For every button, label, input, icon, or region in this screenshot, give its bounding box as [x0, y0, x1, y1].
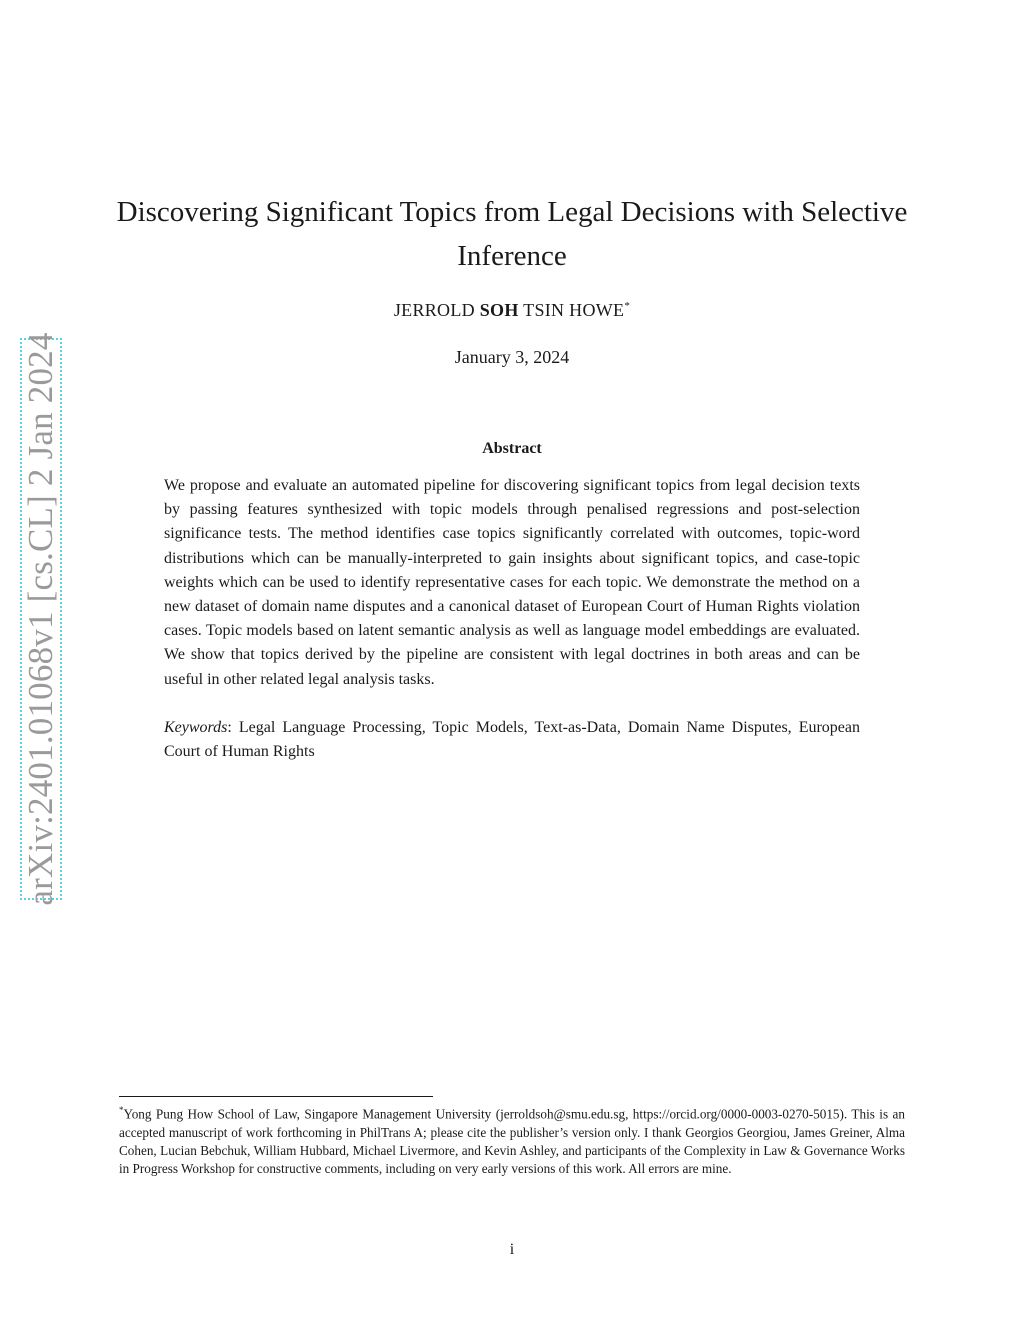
author-name-first: JERROLD	[393, 300, 480, 320]
abstract-body: We propose and evaluate an automated pipeline for discovering significant topics from legal decision texts by passing features synthesized with topic models through penalised regressions and post-selection significance tests. The method identifies case topics significantly correlated with outcomes, topic-word distributions which can be manually-interpreted to gain insights about significant topics, and case-topic weights which can be used to identify representative cases for each topic. We demonstrate the method on a new dataset of domain name disputes and a canonical dataset of European Court of Human Rights violation cases. Topic models based on latent semantic analysis as well as language model embeddings are evaluated. We show that topics derived by the pipeline are consistent with legal doctrines in both areas and can be useful in other related legal analysis tasks.	[164, 477, 860, 688]
author-name-surname: SOH	[479, 300, 519, 320]
arxiv-stamp	[20, 332, 62, 906]
keywords	[164, 716, 860, 764]
abstract-heading: Abstract	[482, 440, 542, 457]
page-number: i	[509, 1241, 515, 1258]
keywords-label: Keywords	[164, 719, 228, 736]
paper-title: Discovering Significant Topics from Legal Decisions with Selective Inference	[116, 196, 908, 272]
paper-date: January 3, 2024	[454, 347, 570, 367]
keywords-list: : Legal Language Processing, Topic Models, Text-as-Data, Domain Name Disputes, European Court of Human Rights	[164, 719, 860, 761]
footnote-text: Yong Pung How School of Law, Singapore Management University (jerroldsoh@smu.edu.sg, https://orcid.org/0000-0003-0270-5015). This is an accepted manuscript of work forthcoming in PhilTrans A; please cite the publisher’s version only. I thank Georgios Georgiou, James Greiner, Alma Cohen, Lucian Bebchuk, William Hubbard, Michael Livermore, and Kevin Ashley, and participants of the Complexity in Law & Governance Works in Progress Workshop for constructive comments, including on very early versions of this work. All errors are mine.	[119, 1106, 905, 1176]
footnote-mark: *	[119, 1105, 124, 1115]
footnote-divider	[119, 1096, 433, 1097]
author-footnote-mark: *	[624, 300, 631, 312]
author-name-rest: TSIN HOWE	[518, 300, 625, 320]
footnote	[119, 1101, 905, 1178]
author-line	[100, 300, 924, 321]
arxiv-identifier: arXiv:2401.01068v1 [cs.CL] 2 Jan 2024	[21, 332, 60, 906]
